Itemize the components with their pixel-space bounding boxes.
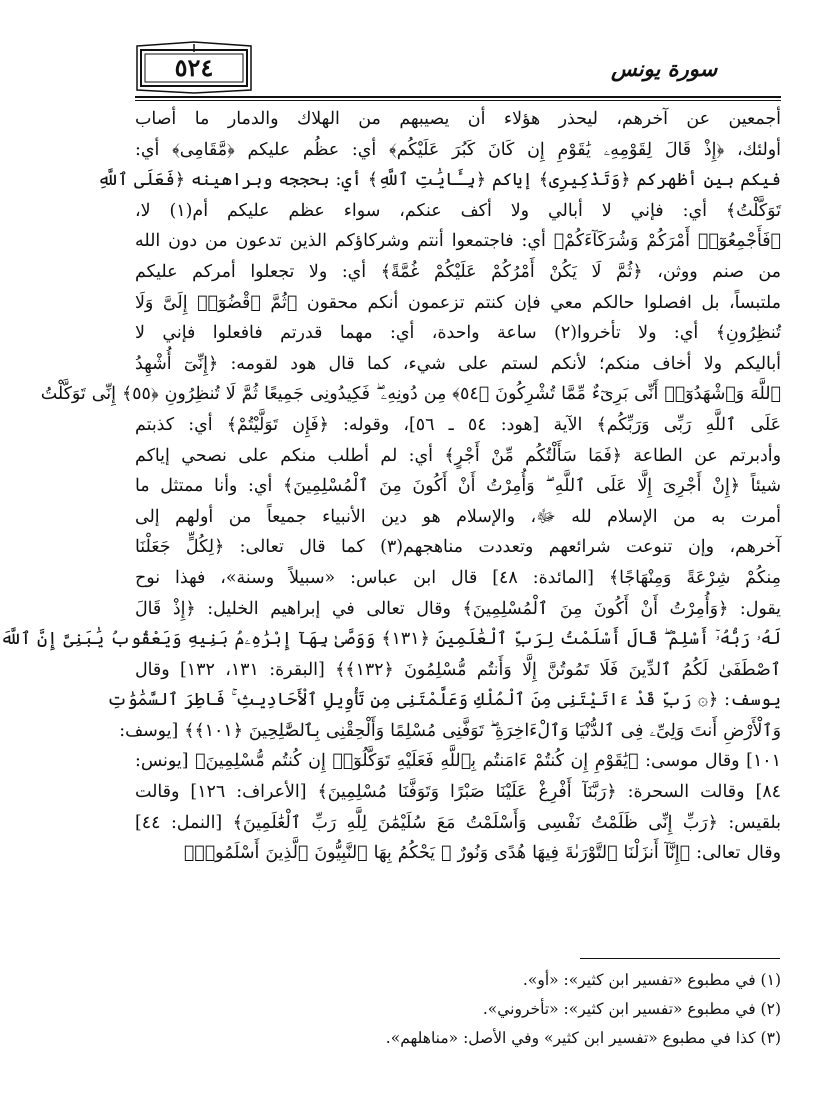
body-text [0, 104, 782, 869]
footnotes [135, 966, 781, 1053]
text-line: ٱصْطَفَىٰ لَكُمُ ٱلدِّينَ فَلَا تَمُوتُنَّ إِلَّا وَأَنتُم مُّسْلِمُونَ ﴿١٣٢﴾﴾ [البقرة: ١٣١، ١٣٢] وقال [135, 659, 781, 680]
footnote: (٣) كذا في مطبوع «تفسير ابن كثير» وفي الأصل: «مناهلهم». [385, 1029, 781, 1047]
footnote-separator [580, 958, 780, 959]
text-line: ٨٤] وقالت السحرة: ﴿رَبَّنَآ أَفْرِغْ عَلَيْنَا صَبْرًا وَتَوَفَّنَا مُسْلِمِينَ﴾ [الأعراف: ١٢٦] وقالت [135, 782, 781, 803]
text-line: يوسف: ﴿۞ رَبِّ قَدْ ءَاتَيْتَنِى مِنَ ٱلْمُلْكِ وَعَلَّمْتَنِى مِن تَأْوِيلِ ٱلْأَحَادِيثِ ۚ فَاطِرَ ٱلسَّمَٰوَٰتِ [106, 690, 781, 711]
page-number: ٥٢٤ [174, 52, 214, 82]
text-line: أولئك، ﴿إِذْ قَالَ لِقَوْمِهِۦ يَٰقَوْمِ إِن كَانَ كَبُرَ عَلَيْكُم﴾ أي: عظُم عليكم ﴿مَّقَامِى﴾ أي: [135, 139, 781, 160]
text-line: وأدبرتم عن الطاعة ﴿فَمَا سَأَلْتُكُم مِّنْ أَجْرٍ﴾ أي: لم أطلب منكم على نصحي إياكم [135, 445, 781, 466]
footnote: (١) في مطبوع «تفسير ابن كثير»: «أو». [522, 971, 781, 989]
text-line: ٱللَّهَ وَٱشْهَدُوٓا۟ أَنِّى بَرِىٓءٌ مِّمَّا تُشْرِكُونَ ﴿٥٤﴾ مِن دُونِهِۦ ۖ فَكِيدُونِى جَمِيعًا ثُمَّ لَا تُنظِرُونِ ﴿٥٥﴾ إِنِّى تَوَكَّلْتُ [40, 384, 781, 405]
text-line: فيكم بين أظهركم ﴿وَتَذْكِيرِى﴾ إياكم ﴿بِـَٔايَٰتِ ٱللَّهِ﴾ أي: بحججه وبراهينه ﴿فَعَلَى ٱللَّهِ [97, 170, 781, 191]
text-line: ملتبساً، بل افصلوا حالكم معي فإن كنتم تزعمون أنكم محقون ﴿ثُمَّ ٱقْضُوٓا۟ إِلَىَّ وَلَا [135, 292, 781, 313]
page-number-frame [135, 40, 253, 94]
text-line: عَلَى ٱللَّهِ رَبِّى وَرَبِّكُم﴾ الآية [هود: ٥٤ ـ ٥٦]، وقوله: ﴿فَإِن تَوَلَّيْتُمْ﴾ أي: كذبتم [135, 414, 781, 435]
text-line: لَهُۥ رَبُّهُۥٓ أَسْلِمْ ۖ قَالَ أَسْلَمْتُ لِرَبِّ ٱلْعَٰلَمِينَ ﴿١٣١﴾ وَوَصَّىٰ بِهَآ إِبْرَٰهِۦمُ بَنِيهِ وَيَعْقُوبُ يَٰبَنِىَّ إِنَّ ٱللَّهَ [0, 629, 781, 650]
text-line: يقول: ﴿وَأُمِرْتُ أَنْ أَكُونَ مِنَ ٱلْمُسْلِمِينَ﴾ وقال تعالى في إبراهيم الخليل: ﴿إِذْ قَالَ [135, 598, 781, 619]
text-line: وقال تعالى: ﴿إِنَّآ أَنزَلْنَا ٱلتَّوْرَىٰةَ فِيهَا هُدًى وَنُورٌ ۚ يَحْكُمُ بِهَا ٱلنَّبِيُّونَ ٱلَّذِينَ أَسْلَمُوا۟﴾ [183, 843, 781, 864]
header-divider [135, 96, 781, 98]
text-line: ١٠١] وقال موسى: ﴿يَٰقَوْمِ إِن كُنتُمْ ءَامَنتُم بِٱللَّهِ فَعَلَيْهِ تَوَكَّلُوٓا۟ إِن كُنتُم مُّسْلِمِينَ﴾ [يونس: [135, 751, 781, 772]
text-line: أجمعين عن آخرهم، ليحذر هؤلاء أن يصيبهم من الهلاك والدمار ما أصاب [135, 109, 781, 129]
footnote: (٢) في مطبوع «تفسير ابن كثير»: «تأخروني». [482, 1000, 781, 1018]
text-line: شيئاً ﴿إِنْ أَجْرِىَ إِلَّا عَلَى ٱللَّهِ ۖ وَأُمِرْتُ أَنْ أَكُونَ مِنَ ٱلْمُسْلِمِينَ﴾ أي: وأنا ممتثل ما [135, 476, 781, 497]
text-line: بلقيس: ﴿رَبِّ إِنِّى ظَلَمْتُ نَفْسِى وَأَسْلَمْتُ مَعَ سُلَيْمَٰنَ لِلَّهِ رَبِّ ٱلْعَٰلَمِينَ﴾ [النمل: ٤٤] [135, 812, 781, 833]
text-line: ﴿فَأَجْمِعُوٓا۟ أَمْرَكُمْ وَشُرَكَآءَكُمْ﴾ أي: فاجتمعوا أنتم وشركاؤكم الذين تدعون من دون الله [135, 231, 781, 252]
page-header [135, 40, 781, 100]
header-divider-thin [135, 100, 781, 101]
text-line: وَٱلْأَرْضِ أَنتَ وَلِىِّۦ فِى ٱلدُّنْيَا وَٱلْءَاخِرَةِ ۖ تَوَفَّنِى مُسْلِمًا وَأَلْحِقْنِى بِٱلصَّٰلِحِينَ ﴿١٠١﴾﴾ [يوسف: [119, 720, 781, 741]
text-line: من صنم ووثن، ﴿ثُمَّ لَا يَكُنْ أَمْرُكُمْ عَلَيْكُمْ غُمَّةً﴾ أي: ولا تجعلوا أمركم عليكم [135, 261, 781, 282]
surah-title: سورة يونس [611, 55, 718, 81]
text-line: مِنكُمْ شِرْعَةً وَمِنْهَاجًا﴾ [المائدة: ٤٨] قال ابن عباس: «سبيلاً وسنة»، فهذا نوح [135, 567, 781, 588]
text-line: أباليكم ولا أخاف منكم؛ لأنكم لستم على شيء، كما قال هود لقومه: ﴿إِنِّىٓ أُشْهِدُ [135, 353, 781, 374]
text-line: تَوَكَّلْتُ﴾ أي: فإني لا أبالي ولا أكف عنكم، سواء عظم عليكم أم(١) لا، [135, 200, 782, 221]
text-line: تُنظِرُونِ﴾ أي: ولا تأخروا(٢) ساعة واحدة، أي: مهما قدرتم فافعلوا فإني لا [135, 323, 782, 344]
text-line: آخرهم، وإن تنوعت شرائعهم وتعددت مناهجهم(٣) كما قال تعالى: ﴿لِكُلٍّ جَعَلْنَا [135, 537, 781, 558]
text-line: أمرت به من الإسلام لله ﷻ، والإسلام هو دين الأنبياء جميعاً من أولهم إلى [135, 506, 781, 527]
